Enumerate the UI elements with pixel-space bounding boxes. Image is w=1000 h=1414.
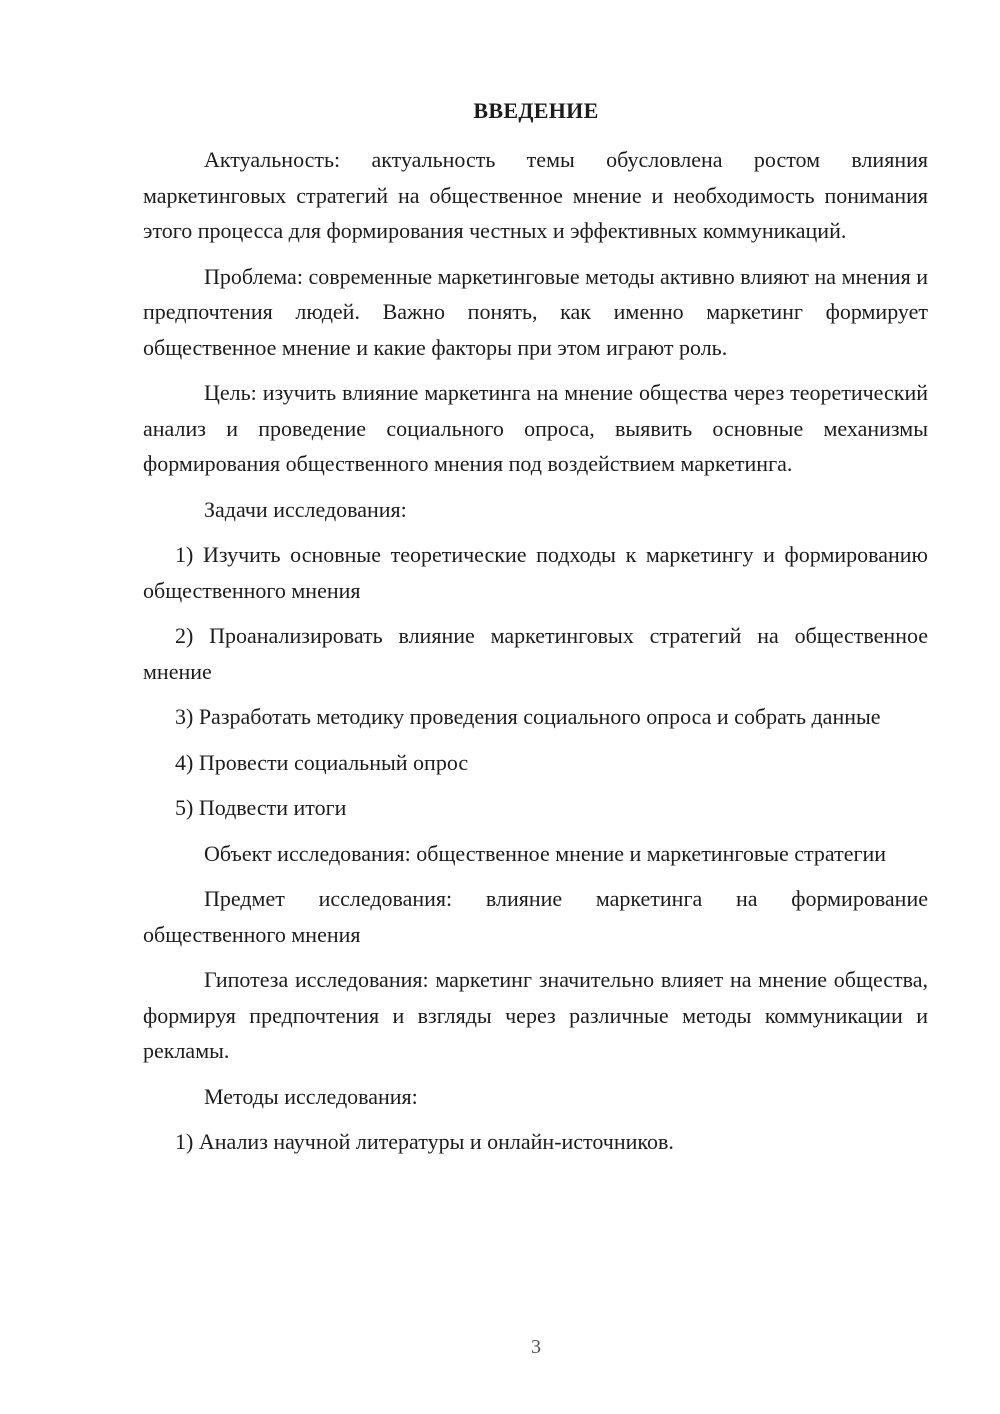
relevance-paragraph: Актуальность: актуальность темы обусловлена ростом влияния маркетинговых стратегий на общественное мнение и необходимость понимания этого процесса для формирования честных и эффективных коммуникаций. (143, 147, 928, 243)
task-item-2: 2) Проанализировать влияние маркетинговых стратегий на общественное мнение (143, 623, 928, 684)
task-item-3: 3) Разработать методику проведения социального опроса и собрать данные (175, 704, 881, 729)
page-title: ВВЕДЕНИЕ (473, 98, 599, 123)
problem-paragraph: Проблема: современные маркетинговые методы активно влияют на мнения и предпочтения людей. Важно понять, как именно маркетинг формирует общественное мнение и какие факторы при этом играют роль. (143, 263, 928, 360)
method-item-1: 1) Анализ научной литературы и онлайн-источников. (175, 1129, 674, 1154)
hypothesis-paragraph: Гипотеза исследования: маркетинг значительно влияет на мнение общества, формируя предпочтения и взгляды через различные методы коммуникации и рекламы. (143, 967, 928, 1063)
tasks-heading: Задачи исследования: (204, 496, 407, 522)
page-number: 3 (531, 1336, 541, 1358)
subject-paragraph: Предмет исследования: влияние маркетинга на формирование общественного мнения (143, 886, 928, 947)
document-body (143, 142, 928, 1170)
task-item-5: 5) Подвести итоги (175, 795, 347, 820)
object-paragraph: Объект исследования: общественное мнение и маркетинговые стратегии (204, 840, 887, 866)
goal-paragraph: Цель: изучить влияние маркетинга на мнение общества через теоретический анализ и проведение социального опроса, выявить основные механизмы формирования общественного мнения под воздействием маркетинга. (143, 380, 928, 476)
task-item-4: 4) Провести социальный опрос (175, 749, 469, 775)
task-item-1: 1) Изучить основные теоретические подходы к маркетингу и формированию общественного мнения (143, 542, 928, 603)
methods-heading: Методы исследования: (204, 1083, 418, 1109)
